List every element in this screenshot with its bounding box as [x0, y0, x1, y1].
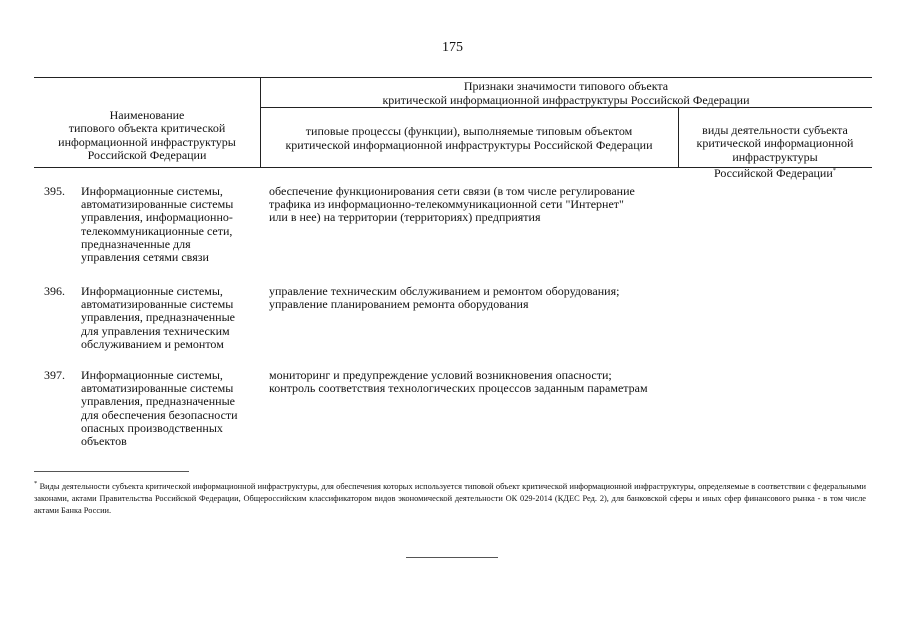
- page-number: 175: [442, 40, 463, 55]
- header-activities-column: [678, 110, 872, 181]
- footnote-reference: *: [832, 167, 837, 174]
- header-processes-column: типовые процессы (функции), выполняемые типовым объектом критической информационной инфраструктуры Российской Федерации: [285, 124, 653, 152]
- row-object-name: Информационные системы, автоматизированные системы управления, предназначенные для обеспечения безопасности опасных производственных объектов: [81, 368, 238, 449]
- row-number: 397.: [44, 368, 65, 382]
- footnote-mark: *: [34, 480, 38, 487]
- header-activities-text: виды деятельности субъекта критической информационной инфраструктуры Российской Федерации: [696, 122, 854, 180]
- table-top-rule: [34, 77, 872, 78]
- header-group-rule: [260, 107, 872, 108]
- row-processes: обеспечение функционирования сети связи (в том числе регулирование трафика из информационно-телекоммуникационной сети "Интернет" или в нее) на территории (территориях) предприятия: [269, 184, 635, 225]
- row-object-name: Информационные системы, автоматизированные системы управления, информационно- телекоммуникационные сети, предназначенные для управления сетями связи: [81, 184, 234, 265]
- footnote-text: Виды деятельности субъекта критической информационной инфраструктуры, для обеспечения которых используется типовой объект критической информационной инфраструктуры, определяемые в соответствии с федеральными законами, актами Правительства Российской Федерации, Общероссийским классификатором видов экономической деятельности ОК 029-2014 (КДЕС Ред. 2), для банковской сферы и иных сфер финансового рынка - в том числе актами Банка России.: [34, 481, 867, 516]
- header-name-text: Наименование типового объекта критической информационной инфраструктуры Российской Федерации: [58, 107, 236, 162]
- header-group-title: Признаки значимости типового объекта критической информационной инфраструктуры Российской Федерации: [382, 79, 750, 107]
- row-object-name: Информационные системы, автоматизированные системы управления, предназначенные для управления техническим обслуживанием и ремонтом: [81, 284, 235, 351]
- page-end-rule: [406, 557, 498, 558]
- row-number: 395.: [44, 184, 65, 198]
- row-number: 396.: [44, 284, 65, 298]
- header-name-column: [34, 95, 260, 163]
- row-processes: мониторинг и предупреждение условий возникновения опасности; контроль соответствия технологических процессов заданным параметрам: [269, 368, 648, 396]
- row-processes: управление техническим обслуживанием и ремонтом оборудования; управление планированием ремонта оборудования: [269, 284, 620, 312]
- footnote: [34, 478, 866, 518]
- footnote-separator: [34, 471, 189, 472]
